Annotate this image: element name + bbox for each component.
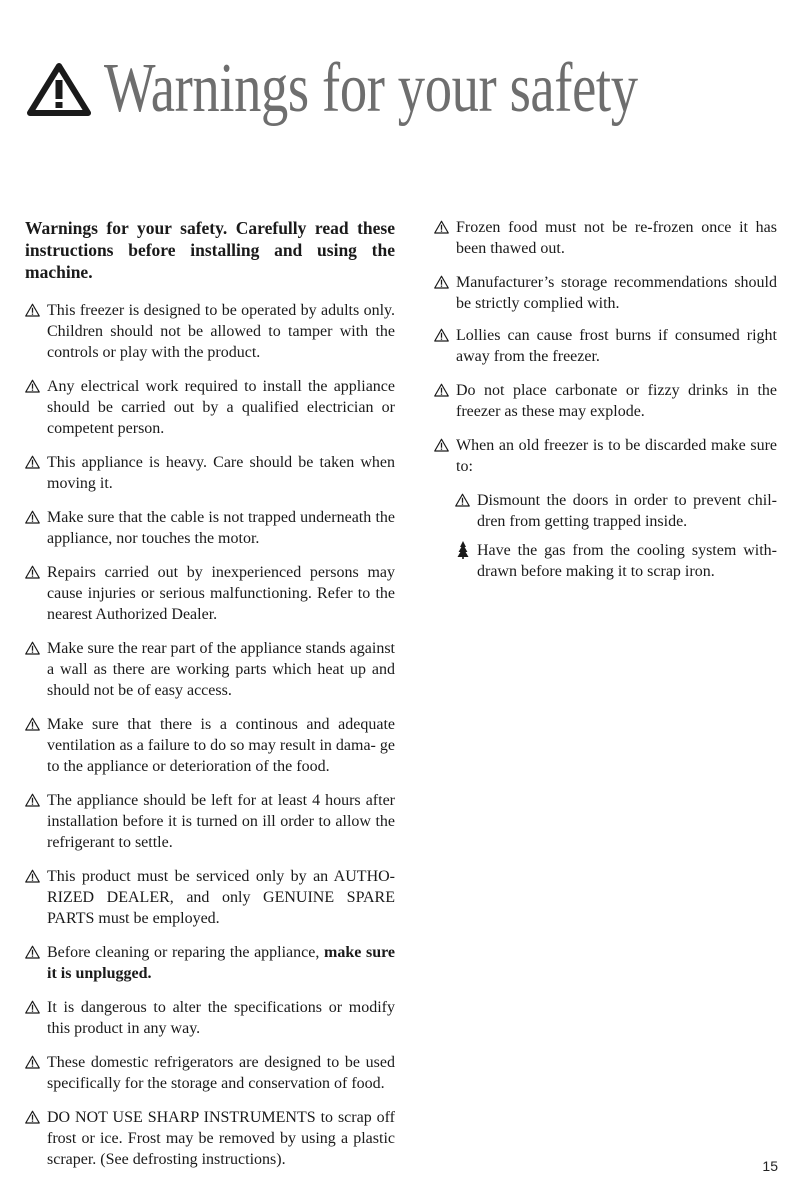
list-item: When an old freezer is to be discarded make sure to: — [434, 435, 777, 477]
right-column — [434, 217, 777, 595]
list-item: Make sure that there is a continous and adequate ventilation as a failure to do so may result in dama- ge to the appliance or deterioration of the food. — [25, 714, 395, 777]
warning-triangle-icon — [25, 455, 40, 469]
list-item: Lollies can cause frost burns if consumed right away from the freezer. — [434, 325, 777, 367]
sub-list-item: Dismount the doors in order to prevent chil- dren from getting trapped inside. — [455, 490, 777, 532]
list-item: Make sure that the cable is not trapped underneath the appliance, nor touches the motor. — [25, 507, 395, 549]
sub-list-item: Have the gas from the cooling system with- drawn before making it to scrap iron. — [455, 540, 777, 582]
list-item: Do not place carbonate or fizzy drinks in the freezer as these may explode. — [434, 380, 777, 422]
warning-triangle-icon — [25, 641, 40, 655]
warning-triangle-icon — [26, 61, 92, 117]
warning-triangle-icon — [434, 275, 449, 289]
list-item: Make sure the rear part of the appliance stands against a wall as there are working parts which heat up and should not be of easy access. — [25, 638, 395, 701]
page-title — [26, 44, 788, 134]
page-number: 15 — [762, 1158, 778, 1174]
list-item: This appliance is heavy. Care should be taken when moving it. — [25, 452, 395, 494]
list-item: Frozen food must not be re-frozen once it has been thawed out. — [434, 217, 777, 259]
warning-triangle-icon — [434, 328, 449, 342]
warning-triangle-icon — [434, 438, 449, 452]
warning-triangle-icon — [25, 379, 40, 393]
list-item: This product must be serviced only by an AUTHO- RIZED DEALER, and only GENUINE SPARE PARTS must be employed. — [25, 866, 395, 929]
warning-triangle-icon — [434, 220, 449, 234]
list-item: This freezer is designed to be operated by adults only. Children should not be allowed to tamper with the controls or play with the product. — [25, 300, 395, 363]
list-item: It is dangerous to alter the specifications or modify this product in any way. — [25, 997, 395, 1039]
warning-triangle-icon — [25, 303, 40, 317]
warning-triangle-icon — [455, 493, 470, 507]
warning-triangle-icon — [25, 945, 40, 959]
warning-triangle-icon — [434, 383, 449, 397]
list-item: Repairs carried out by inexperienced persons may cause injuries or serious malfunctioning. Refer to the nearest Authorized Dealer. — [25, 562, 395, 625]
intro-heading: Warnings for your safety. Carefully read these instructions before installing and using the machine. — [25, 218, 395, 282]
warning-triangle-icon — [25, 1110, 40, 1124]
warning-triangle-icon — [25, 717, 40, 731]
list-item: Any electrical work required to install the appliance should be carried out by a qualified electrician or competent person. — [25, 376, 395, 439]
warning-triangle-icon — [25, 510, 40, 524]
left-column — [25, 217, 395, 1183]
warning-triangle-icon — [25, 1055, 40, 1069]
list-item: Manufacturer’s storage recommendations should be strictly complied with. — [434, 272, 777, 314]
warning-triangle-icon — [25, 869, 40, 883]
warning-triangle-icon — [25, 793, 40, 807]
list-item: Before cleaning or reparing the appliance, make sure it is unplugged. — [25, 942, 395, 984]
list-item: DO NOT USE SHARP INSTRUMENTS to scrap off frost or ice. Frost may be removed by using a plastic scraper. (See defrosting instructions). — [25, 1107, 395, 1170]
page-title-text: Warnings for your safety — [104, 50, 638, 127]
tree-icon — [457, 541, 469, 559]
warning-triangle-icon — [25, 565, 40, 579]
list-item: These domestic refrigerators are designed to be used specifically for the storage and conservation of food. — [25, 1052, 395, 1094]
list-item: The appliance should be left for at least 4 hours after installation before it is turned on ill order to allow the refrigerant to settle. — [25, 790, 395, 853]
warning-triangle-icon — [25, 1000, 40, 1014]
